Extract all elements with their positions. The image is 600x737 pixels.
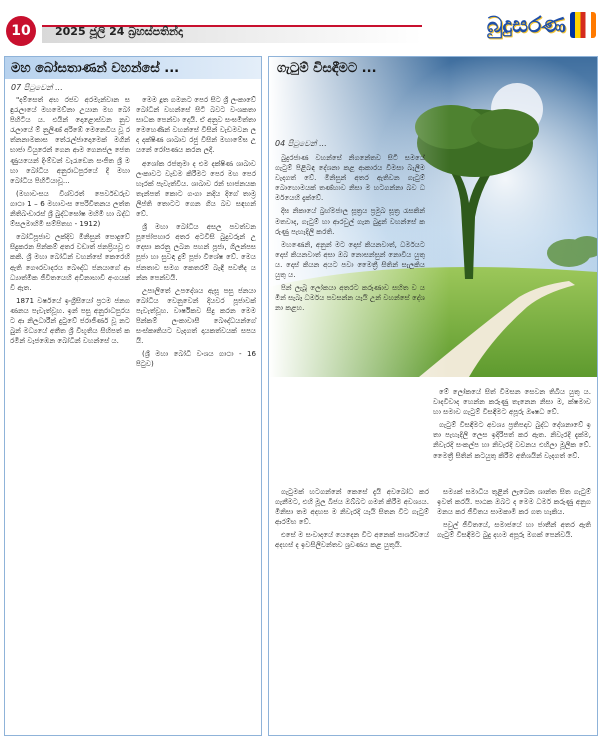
article-left-title-bar <box>5 57 261 79</box>
page-header <box>0 0 600 50</box>
paragraph: මහණෙනි, අනුන් මට දොස් කියනවාත්, ධර්මයට දොස් කියනවාත් අසා ඔබ නොසන්සුන් නොවිය යුතු ය. දොස් කියන අයට පවා මෛත්‍රී සිතින් සැලකිය යුතු ය. <box>275 239 425 280</box>
paragraph: මේ ලෝකයේ සිත් විමසන සෙවන තිබිය යුතු ය. වාදවිවාද හෙන්න කරුණු තැනෙන නිසා ම, ක්ෂමාව හා සමාව ගැටුම් විසඳීමට අපූරු ඖෂධ වේ. <box>433 387 591 417</box>
article-right <box>268 56 598 736</box>
article-right-lower-col-2 <box>437 487 591 554</box>
article-right-lower <box>275 487 591 554</box>
masthead-title: බුදුසරණ <box>486 12 566 38</box>
article-left-col-2 <box>136 95 256 372</box>
paragraph: (ශ්‍රී මහා බෝධි වංශය ගාථා - 16 පිටුව) <box>136 349 256 369</box>
paragraph: අශෝක රජතුමා ද එම දක්ෂිණ ශාඛාව ලංකාවට වැඩම කිරීමට පෙර මහ පෙරහැරක් පැවැත්වීය. ශාඛාව රන් භාජනයක තැන්පත් කොට ගංගා නදිය දිගේ තාම්‍රලිප්ති තොටට ගෙන ගිය බව සඳහන් වේ. <box>136 158 256 219</box>
issue-date: 2025 ජූලි 24 බ්‍රහස්පතින්දා <box>55 25 183 38</box>
paragraph: පින් ලැබූ ලෝකයා අතරට කරුණාව සහිත ව යමින් සැබෑ ධර්මය පවසන්න යැයි උන් වහන්සේ දේශනා කළහ. <box>275 283 425 313</box>
paragraph: ගැටුමක් හටගන්නේ කෙසේ දැයි අවබෝධ කර ගැනීමට, එහි මූල බීජය ඔබ්බට ගමන් කිරීම අවශ්‍යය. මිනිසා තම අදහස ම නිවැරදි යැයි සිතන විට ගැටුම් ආරම්භ වේ. <box>275 487 429 527</box>
article-right-lower-col-1 <box>275 487 429 554</box>
article-left <box>4 56 262 736</box>
article-right-upper <box>275 153 425 316</box>
article-right-title-bar <box>269 57 467 79</box>
buddhist-flag-icon <box>570 12 596 38</box>
article-right-byline: 04 පිටුවෙන් ... <box>275 139 327 148</box>
paragraph: උපාලිතේ උපදේශය ඇසූ පසු ජනයා බෝධිය වෙනුවෙන් දියවර පූජාවක් පැවැත්වූහ. වාර්ෂිකව සිදු කරන මෙම පින්කම් ලංකාවාසී බෞද්ධයන්ගේ සංස්කෘතියට වැදගත් දායකත්වයක් සපයයි. <box>136 285 256 346</box>
paragraph: ගැටුම් විසඳීමට අවශ්‍ය ප්‍රතිපදාව බුද්ධ දේශනාවේ ඉතා පැහැදිලි ලෙස ඉදිරිපත් කර ඇත. නිවැරදි දැක්ම, නිවැරදි සංකල්ප හා නිවැරදි වචනය එහිලා මූලික වේ. මෛත්‍රී සිතින් කටයුතු කිරීම අතිශයින් වැදගත් වේ. <box>433 420 591 460</box>
paragraph: බෝධිපූජාව ලක්දිව මිනිසුන් පොදුවේ සිදුකරන පින්කම් අතර වඩාත් ජනප්‍රියවූ එකකි. ශ්‍රී මහා බෝධීන් වහන්සේ කෙරෙහි ඇති ගෞරවාදරය බෞද්ධ ජනයාගේ ආධ්‍යාත්මික ජීවිතයෙහි අවිනාභාවී අංගයක් වී ඇත. <box>10 232 130 292</box>
paragraph: (මහාවංසය විශ්වරත් පෙර්වඩරුව ගාථා 1 – 6 මහාවංස පෙරිවිතනය ලත්ත නිතිබංඩාරස් ශ්‍රී බුද්ධඝෝෂ මහිමි හා බද්ධම්සලමාහිමි සම්පිතහ - 1912) <box>10 188 130 229</box>
paragraph: ශ්‍රී මහා බෝධිය අසල පවත්වන පූජෝපහාර අතර අටවිසි බුදුවරුන් උදෙසා කරනු ලබන පහන් පූජා, ගිලන්පස පූජා හා සුවඳ දුම් පූජා විශේෂ වේ. මෙය ජනතාව සමග කෙතරම් බැඳී පවතීද යන්න පෙන්වයි. <box>136 222 256 282</box>
masthead <box>432 4 596 46</box>
article-left-col-1 <box>10 95 130 372</box>
page-number: 10 <box>11 23 31 39</box>
paragraph: පවුල් ජීවිතයේ, සමාජයේ හා ජාතීන් අතර ඇති ගැටුම් විසඳීමට බුදු දහම අපූරු මගක් පෙන්වයි. <box>437 520 591 540</box>
article-left-body <box>5 95 261 372</box>
article-right-side <box>433 387 591 464</box>
article-left-title: මහ බෝසතාණන් වහන්සේ ... <box>11 60 180 76</box>
article-left-byline: 07 පිටුවෙන් ... <box>11 83 63 92</box>
page-number-badge <box>6 16 36 46</box>
paragraph: මෙම දූත ගමනට පෙර සිට ශ්‍රී ලංකාවේ බෝධීන් වහන්සේ සිටි බවට වංශකතා සාධක පෙන්වා දෙයි. ඒ අනුව සංඝමිත්තා මෙහෙණින් වහන්සේ විසින් වැඩමවන ලද දක්ෂිණ ශාඛාව රජු විසින් මහාමේඝ උයනේ රෝපණය කරන ලදී. <box>136 95 256 155</box>
paragraph: දීඝ නිකායේ බ්‍රහ්මජාල සූත්‍රය ප්‍රමුඛ සූත්‍ර රැසකින් මතවාද, ගැටුම් හා ආරවුල් ගැන බුදුන් වහන්සේ කරුණු පැහැදිලි කරති. <box>275 206 425 236</box>
paragraph: සම්‍යක් සමාධිය තුළින් ලැබෙන ශාන්ත සිත ගැටුම් ඉවත් කරයි. පාඨක ඔබට ද මෙම ධර්ම කරුණු අනුගමනය කර ජීවිතය සාමකාමී කර ගත හැකිය. <box>437 487 591 517</box>
paragraph: 1871 වර්ෂයේ ඉංග්‍රීසියෝ ප්‍රථම ජනගණනය පැවැත්වූහ. ඉන් පසු අනුරාධපුරයට ආ නිලධාරීන් දුටුවේ ජරාජීර්ණ වූ නටබුන් මධ්‍යයේ අතීත ශ්‍රී විභූතිය සිහිපත් කරමින් වැජඹෙන බෝධීන් වහන්සේ ය. <box>10 295 130 346</box>
paragraph: එසේ ම සංවාදයේ යෙදෙන විට අනෙක් පාර්ශ්වයේ අදහස් ද ඉවසිලිවන්තව ශ්‍රවණය කළ යුතුයි. <box>275 530 429 550</box>
paragraph: බුදුරජාණ වහන්සේ නිගනේතව සිටි සමයේ ගැටුම් පිළිබඳ දේශනා කළ ආකාරය විමසා බැලීම වැදගත් වේ. මිනිසුන් අතර ඇතිවන ගැටුම් බොහොමයක් තණ්හාව නිසා ම හටගන්නා බව ධර්මයෙහි දැක්වේ. <box>275 153 425 203</box>
paragraph: "දම්සෙත් අභ රජව අරමැන්වාන සඳුරැලායේ මහමෙව්නා උයාන මහ බෝ පිහිටිය ය. එයින් දොළොස්වන නුවරැලායේ ම් නුලිණ් අරිඹේ මෙනෙවිය වූ රත්නනාමකාස තේරැල්ජාදොමෙක් මගින් භාජා වියුරෙන් ගෙන ආම ගෙනජල ජෙතණුයයෙන් දිංම්වන් වැරැඩෙන සංජිත ශ්‍රී මහා බෝධිය අනුරාධපුරයේ දී මහා බෝධිය පිහිටියාවූ... <box>10 95 130 185</box>
article-right-title: ගැටුම් විසඳීමට ... <box>277 60 377 76</box>
